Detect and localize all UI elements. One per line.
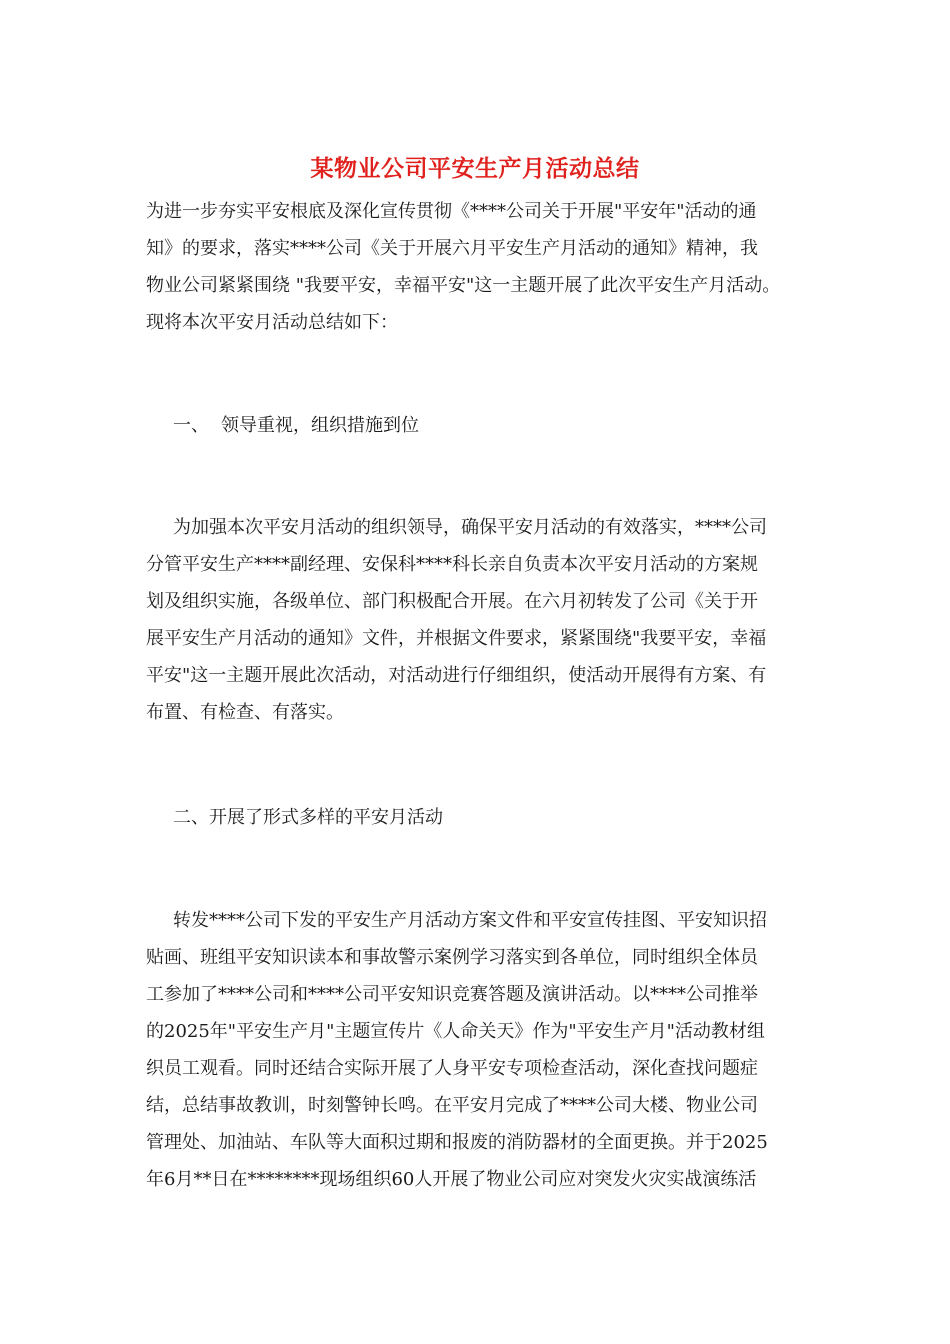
- intro-line: 现将本次平安月活动总结如下：: [146, 312, 398, 333]
- section2-line: 管理处、加油站、车队等大面积过期和报废的消防器材的全面更换。并于2025: [146, 1132, 768, 1153]
- section2-heading: 二、开展了形式多样的平安月活动: [173, 807, 443, 828]
- intro-line: 物业公司紧紧围绕 "我要平安，幸福平安"这一主题开展了此次平安生产月活动。: [146, 275, 781, 296]
- section2-line: 年6月**日在********现场组织60人开展了物业公司应对突发火灾实战演练活: [146, 1169, 757, 1190]
- section1-line: 划及组织实施，各级单位、部门积极配合开展。在六月初转发了公司《关于开: [146, 591, 758, 612]
- section2-line: 的2025年"平安生产月"主题宣传片《人命关天》作为"平安生产月"活动教材组: [146, 1021, 765, 1042]
- section1-line: 展平安生产月活动的通知》文件，并根据文件要求，紧紧围绕"我要平安，幸福: [146, 628, 767, 649]
- section1-line: 平安"这一主题开展此次活动，对活动进行仔细组织，使活动开展得有方案、有: [146, 665, 767, 686]
- section1-line: 分管平安生产****副经理、安保科****科长亲自负责本次平安月活动的方案规: [146, 554, 758, 575]
- section1-number: 一、: [173, 415, 209, 436]
- section2-line: 转发****公司下发的平安生产月活动方案文件和平安宣传挂图、平安知识招: [173, 910, 767, 931]
- document-title: 某物业公司平安生产月活动总结: [310, 155, 640, 182]
- section1-line: 为加强本次平安月活动的组织领导，确保平安月活动的有效落实，****公司: [173, 517, 767, 538]
- intro-line: 知》的要求，落实****公司《关于开展六月平安生产月活动的通知》精神，我: [146, 238, 758, 259]
- section1-line: 布置、有检查、有落实。: [146, 702, 344, 723]
- section1-heading: 领导重视，组织措施到位: [221, 415, 419, 436]
- section2-line: 织员工观看。同时还结合实际开展了人身平安专项检查活动，深化查找问题症: [146, 1058, 758, 1079]
- section2-line: 结，总结事故教训，时刻警钟长鸣。在平安月完成了****公司大楼、物业公司: [146, 1095, 758, 1116]
- section2-line: 贴画、班组平安知识读本和事故警示案例学习落实到各单位，同时组织全体员: [146, 947, 758, 968]
- section2-line: 工参加了****公司和****公司平安知识竞赛答题及演讲活动。以****公司推举: [146, 984, 758, 1005]
- intro-line: 为进一步夯实平安根底及深化宣传贯彻《****公司关于开展"平安年"活动的通: [146, 201, 757, 222]
